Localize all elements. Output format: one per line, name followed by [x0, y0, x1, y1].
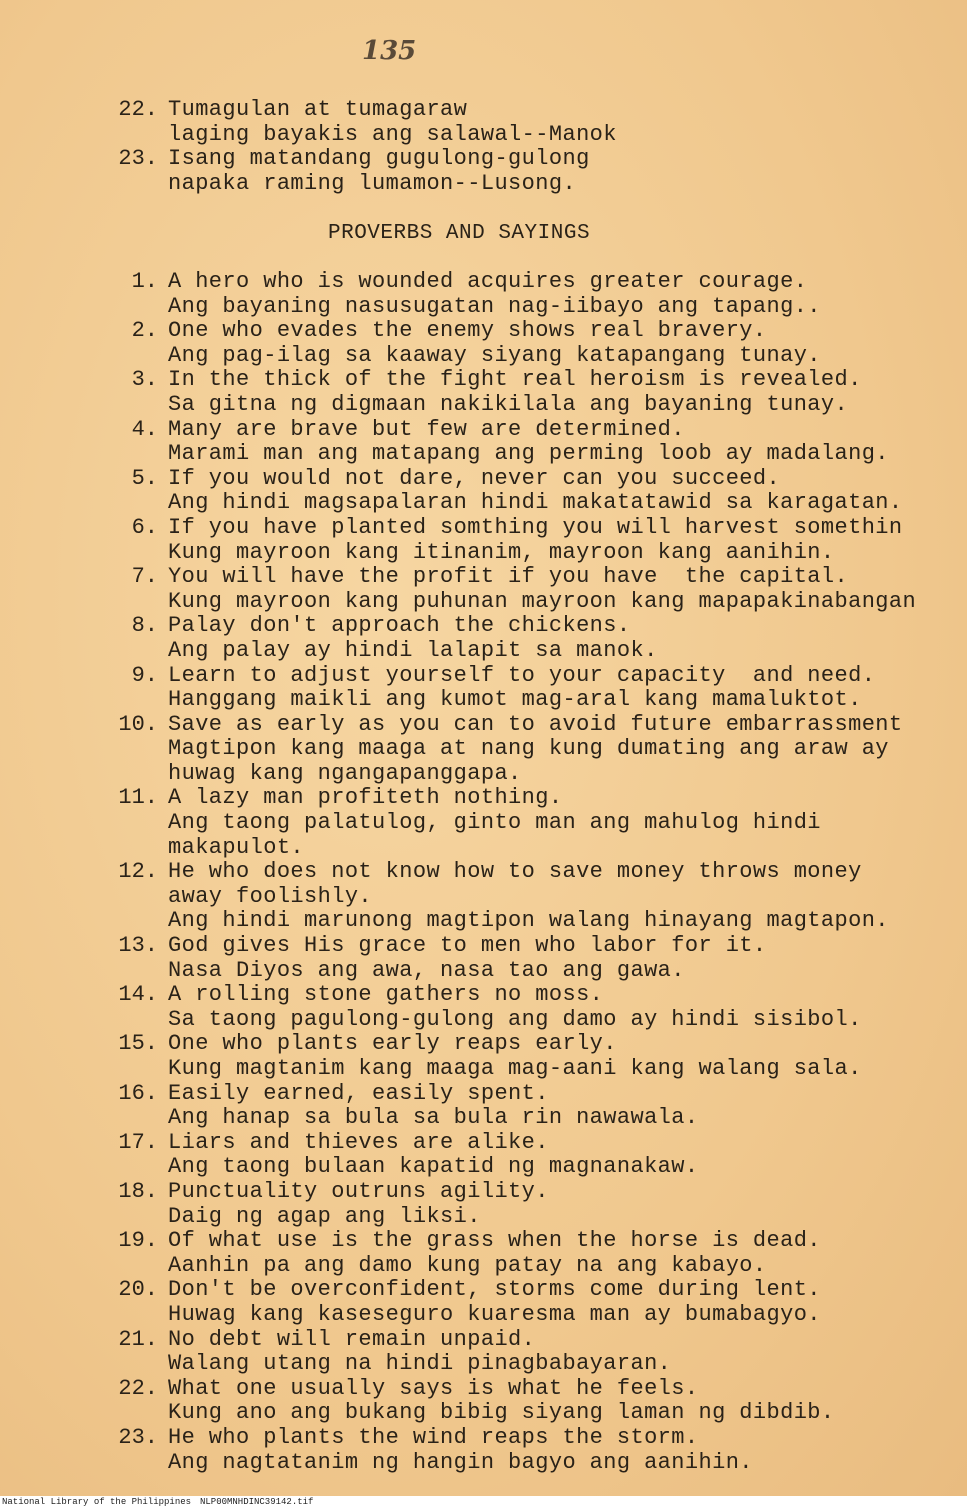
- proverb-item: [100, 1377, 916, 1426]
- proverb-item: [100, 565, 916, 614]
- item-text-tagalog: Marami man ang matapang ang perming loob ay madalang.: [168, 441, 889, 467]
- scan-footer: [0, 1496, 967, 1508]
- item-number: 20.: [118, 1277, 158, 1303]
- proverb-item: [100, 664, 916, 713]
- item-text-tagalog: Kung magtanim kang maaga mag-aani kang walang sala.: [168, 1056, 862, 1081]
- item-text-tagalog: Ang hindi magsapalaran hindi makatatawid sa karagatan.: [168, 490, 903, 516]
- item-number: 9.: [131, 662, 158, 688]
- item-text-tagalog: Magtipon kang maaga at nang kung dumating ang araw ay: [168, 736, 889, 762]
- item-text-english: A rolling stone gathers no moss.: [168, 982, 604, 1008]
- item-text-tagalog: Ang hanap sa bula sa bula rin nawawala.: [168, 1105, 699, 1131]
- item-text-english: No debt will remain unpaid.: [168, 1326, 536, 1352]
- item-text-english: Save as early as you can to avoid future embarrassment: [168, 711, 903, 737]
- item-text-tagalog: Ang pag-ilag sa kaaway siyang katapangang tunay.: [168, 342, 821, 368]
- item-text-tagalog: Huwag kang kaseseguro kuaresma man ay bumabagyo.: [168, 1301, 821, 1327]
- item-text-tagalog: napaka raming lumamon--Lusong.: [168, 170, 577, 196]
- proverb-item: [100, 270, 916, 319]
- item-text-english: He who plants the wind reaps the storm.: [168, 1424, 699, 1450]
- footer-filename: NLP00MNHDINC39142.tif: [200, 1497, 314, 1507]
- item-text-english: God gives His grace to men who labor for it.: [168, 933, 767, 959]
- item-text-english: Isang matandang gugulong-gulong: [168, 146, 590, 172]
- item-text-english: Learn to adjust yourself to your capacity and need.: [168, 662, 876, 688]
- item-text-tagalog: Ang hindi marunong magtipon walang hinayang magtapon.: [168, 908, 889, 934]
- item-text-tagalog: Daig ng agap ang liksi.: [168, 1203, 481, 1229]
- item-text-tagalog: Sa gitna ng digmaan nakikilala ang bayaning tunay.: [168, 391, 849, 417]
- item-number: 10.: [118, 711, 158, 737]
- item-text-english: Palay don't approach the chickens.: [168, 613, 631, 639]
- item-text-english: Don't be overconfident, storms come during lent.: [168, 1277, 821, 1303]
- section-heading: PROVERBS AND SAYINGS: [328, 222, 591, 245]
- proverb-item: [100, 934, 916, 983]
- item-number: 15.: [118, 1031, 158, 1057]
- item-text-tagalog: Walang utang na hindi pinagbabayaran.: [168, 1351, 672, 1377]
- item-text-english: Of what use is the grass when the horse is dead.: [168, 1228, 821, 1254]
- item-text-tagalog: Kung mayroon kang itinanim, mayroon kang aanihin.: [168, 539, 835, 565]
- item-text-tagalog: huwag kang ngangapanggapa.: [168, 760, 522, 786]
- item-text-english: Punctuality outruns agility.: [168, 1178, 549, 1204]
- item-text-english: You will have the profit if you have the capital.: [168, 564, 849, 590]
- proverb-item: [100, 983, 916, 1032]
- item-text-english: Liars and thieves are alike.: [168, 1129, 549, 1155]
- item-text-english: A lazy man profiteth nothing.: [168, 785, 563, 811]
- footer-source: National Library of the Philippines: [2, 1497, 192, 1507]
- item-number: 23.: [118, 1424, 158, 1450]
- item-number: 6.: [131, 514, 158, 540]
- item-number: 4.: [131, 416, 158, 442]
- item-text-tagalog: laging bayakis ang salawal--Manok: [168, 121, 617, 147]
- item-number: 22.: [118, 97, 158, 122]
- item-number: 18.: [118, 1178, 158, 1204]
- proverb-item: [100, 1278, 916, 1327]
- proverb-item: [100, 467, 916, 516]
- item-text-tagalog: Hanggang maikli ang kumot mag-aral kang mamaluktot.: [168, 687, 862, 713]
- item-number: 16.: [118, 1080, 158, 1106]
- item-text-english: One who plants early reaps early.: [168, 1031, 617, 1057]
- riddles-list: [100, 98, 617, 196]
- item-number: 17.: [118, 1129, 158, 1155]
- item-text-english: Many are brave but few are determined.: [168, 416, 685, 442]
- item-number: 21.: [118, 1326, 158, 1352]
- proverb-item: [100, 1131, 916, 1180]
- page-number: 135: [362, 36, 417, 66]
- proverb-item: [100, 786, 916, 860]
- item-text-english: If you have planted somthing you will harvest somethin: [168, 514, 903, 540]
- item-text-tagalog: Ang taong palatulog, ginto man ang mahulog hindi: [168, 810, 821, 836]
- item-number: 3.: [131, 367, 158, 393]
- item-number: 1.: [131, 269, 158, 294]
- proverb-item: [100, 860, 916, 934]
- item-text-english: He who does not know how to save money throws money: [168, 859, 862, 885]
- item-text-english: If you would not dare, never can you succeed.: [168, 465, 781, 491]
- item-number: 13.: [118, 933, 158, 959]
- item-text-english: A hero who is wounded acquires greater courage.: [168, 269, 808, 294]
- item-number: 2.: [131, 318, 158, 344]
- item-number: 7.: [131, 564, 158, 590]
- proverb-item: [100, 418, 916, 467]
- item-number: 11.: [118, 785, 158, 811]
- item-number: 8.: [131, 613, 158, 639]
- item-text-tagalog: Nasa Diyos ang awa, nasa tao ang gawa.: [168, 957, 685, 983]
- item-text-english: Easily earned, easily spent.: [168, 1080, 549, 1106]
- item-text-tagalog: Kung mayroon kang puhunan mayroon kang mapapakinabangan: [168, 588, 917, 614]
- proverb-item: [100, 1328, 916, 1377]
- riddle-item: [100, 98, 617, 147]
- item-text-tagalog: makapulot.: [168, 834, 305, 860]
- item-text-tagalog: Sa taong pagulong-gulong ang damo ay hindi sisibol.: [168, 1006, 862, 1032]
- item-text-english: What one usually says is what he feels.: [168, 1375, 699, 1401]
- riddle-item: [100, 147, 617, 196]
- proverb-item: [100, 319, 916, 368]
- item-number: 14.: [118, 982, 158, 1008]
- item-number: 23.: [118, 146, 158, 172]
- proverb-item: [100, 368, 916, 417]
- item-text-tagalog: Ang nagtatanim ng hangin bagyo ang aanihin.: [168, 1449, 753, 1475]
- item-text-tagalog: Aanhin pa ang damo kung patay na ang kabayo.: [168, 1252, 767, 1278]
- item-number: 5.: [131, 465, 158, 491]
- item-text-tagalog: Kung ano ang bukang bibig siyang laman ng dibdib.: [168, 1400, 835, 1426]
- item-text-tagalog: Ang taong bulaan kapatid ng magnanakaw.: [168, 1154, 699, 1180]
- item-text-english: One who evades the enemy shows real bravery.: [168, 318, 767, 344]
- proverb-item: [100, 1082, 916, 1131]
- proverb-item: [100, 1180, 916, 1229]
- proverb-item: [100, 1229, 916, 1278]
- item-text-english: Tumagulan at tumagaraw: [168, 97, 468, 122]
- item-text-tagalog: Ang bayaning nasusugatan nag-iibayo ang tapang..: [168, 293, 821, 319]
- proverb-item: [100, 1426, 916, 1475]
- item-text-tagalog: Ang palay ay hindi lalapit sa manok.: [168, 637, 658, 663]
- proverbs-list: [100, 270, 916, 1475]
- item-number: 19.: [118, 1228, 158, 1254]
- proverb-item: [100, 516, 916, 565]
- item-text-english: In the thick of the fight real heroism is revealed.: [168, 367, 862, 393]
- item-number: 22.: [118, 1375, 158, 1401]
- proverb-item: [100, 614, 916, 663]
- proverb-item: [100, 1032, 916, 1081]
- item-number: 12.: [118, 859, 158, 885]
- proverb-item: [100, 713, 916, 787]
- item-text-tagalog: away foolishly.: [168, 883, 373, 909]
